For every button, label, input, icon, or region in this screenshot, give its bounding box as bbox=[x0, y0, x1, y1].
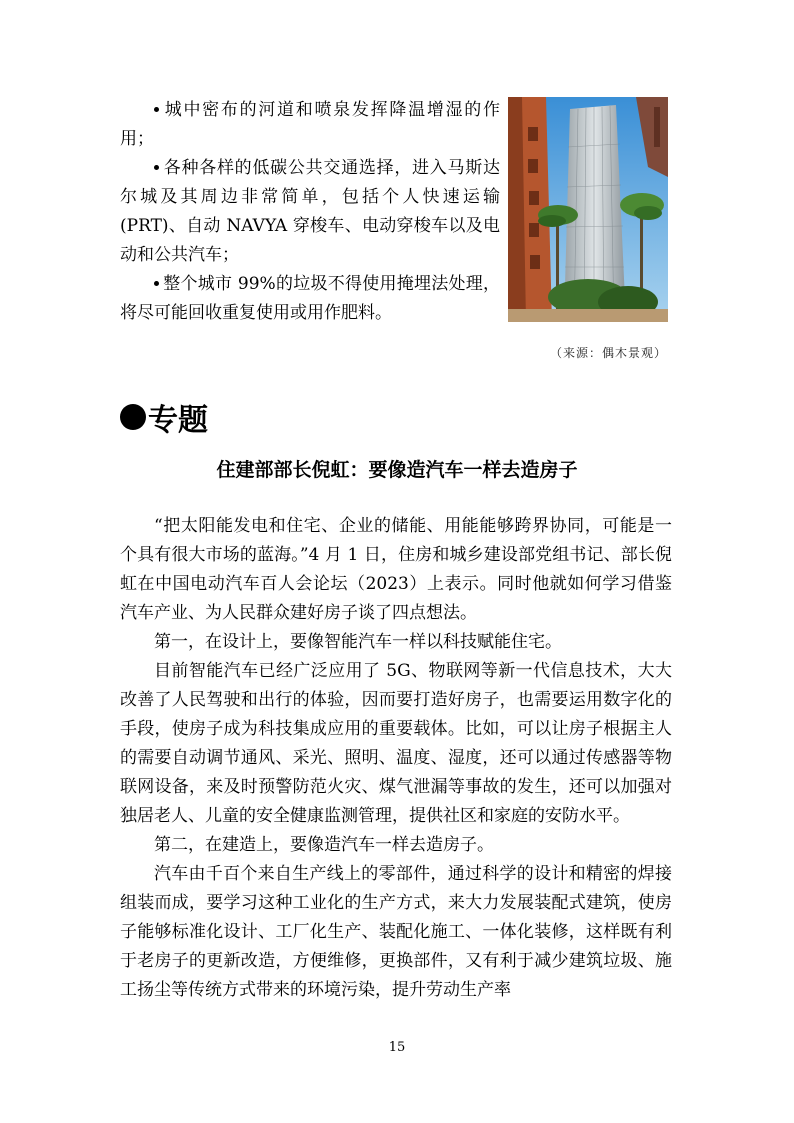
bullet-item: 城中密布的河道和喷泉发挥降温增湿的作用； bbox=[120, 100, 500, 149]
bullet-dot-icon bbox=[154, 165, 159, 170]
bullet-dot-icon bbox=[154, 281, 159, 286]
paragraph: 第一，在设计上，要像智能汽车一样以科技赋能住宅。 bbox=[154, 632, 562, 652]
paragraph: 目前智能汽车已经广泛应用了 5G、物联网等新一代信息技术，大大改善了人民驾驶和出行的体验，因而要打造好房子，也需要运用数字化的手段，使房子成为科技集成应用的重要载体。比如，可以让房子根据主人的需要自动调节通风、采光、照明、温度、湿度，还可以通过传感器等物联网设备，来及时预警防范火灾、煤气泄漏等事故的发生，还可以加强对独居老人、儿童的安全健康监测管理，提供社区和家庭的安防水平。 bbox=[120, 661, 672, 826]
image-caption: （来源：偶木景观） bbox=[549, 346, 667, 360]
bullet-item: 整个城市 99%的垃圾不得使用掩埋法处理，将尽可能回收重复使用或用作肥料。 bbox=[120, 274, 500, 323]
paragraph: 汽车由千百个来自生产线上的零部件，通过科学的设计和精密的焊接组装而成，要学习这种工业化的生产方式，来大力发展装配式建筑，使房子能够标准化设计、工厂化生产、装配化施工、一体化装修，这样既有利于老房子的更新改造，方便维修，更换部件，又有利于减少建筑垃圾、施工扬尘等传统方式带来的环境污染，提升劳动生产率 bbox=[120, 864, 672, 1000]
section-heading bbox=[120, 395, 208, 439]
section-heading-text: 专题 bbox=[148, 403, 208, 438]
bullet-dot-icon bbox=[120, 404, 146, 430]
bullet-dot-icon bbox=[154, 107, 159, 112]
tower-photo bbox=[508, 97, 668, 322]
paragraph: 第二，在建造上，要像造汽车一样去造房子。 bbox=[154, 835, 494, 855]
article-title: 住建部部长倪虹：要像造汽车一样去造房子 bbox=[216, 459, 578, 481]
paragraph: “把太阳能发电和住宅、企业的储能、用能能够跨界协同，可能是一个具有很大市场的蓝海。”4 月 1 日，住房和城乡建设部党组书记、部长倪虹在中国电动汽车百人会论坛（2023）上表示。同时他就如何学习借鉴汽车产业、为人民群众建好房子谈了四点想法。 bbox=[120, 516, 672, 623]
bullet-list bbox=[120, 96, 500, 328]
page-number: 15 bbox=[388, 1040, 406, 1055]
article-body bbox=[120, 512, 672, 1005]
bullet-item: 各种各样的低碳公共交通选择，进入马斯达尔城及其周边非常简单，包括个人快速运输(PRT)、自动 NAVYA 穿梭车、电动穿梭车以及电动和公共汽车； bbox=[120, 158, 500, 265]
